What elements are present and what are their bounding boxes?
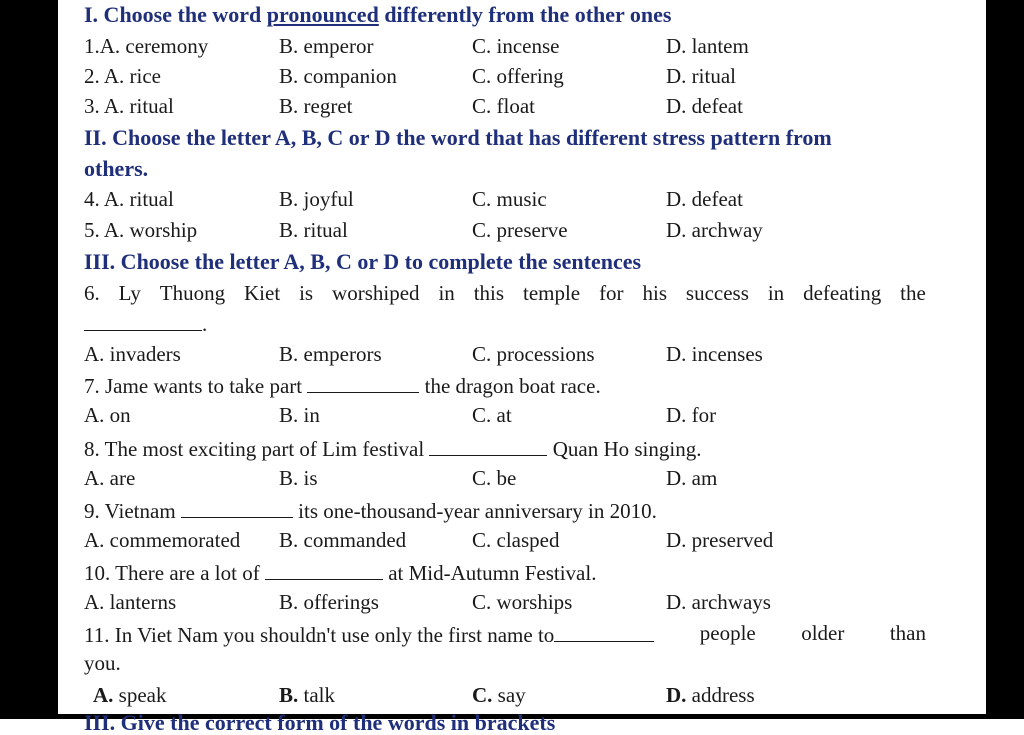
- option-d: D. for: [666, 403, 717, 427]
- option-d: D. incenses: [666, 342, 763, 366]
- word: Thuong: [159, 281, 226, 305]
- question-10-options: [0, 592, 1024, 616]
- option-a: 1.A. ceremony: [84, 34, 209, 58]
- option-b: B. emperor: [279, 34, 374, 58]
- question-row-3: [0, 96, 1024, 120]
- word: is: [299, 281, 314, 305]
- option-a: A. on: [84, 403, 131, 427]
- option-d: D. archway: [666, 218, 763, 242]
- word: Kiet: [244, 281, 281, 305]
- word: than: [889, 621, 926, 645]
- option-b: B. regret: [279, 94, 353, 118]
- question-row-1: [0, 36, 1024, 60]
- option-c: C. incense: [472, 34, 560, 58]
- question-11-options: [0, 685, 1024, 709]
- next-section-heading-cutoff: III. Give the correct form of the words in brackets: [84, 710, 556, 735]
- option-d: D. lantem: [666, 34, 749, 58]
- question-8-options: [0, 468, 1024, 492]
- answer-blank: [307, 374, 419, 393]
- option-b: B. in: [279, 403, 320, 427]
- option-c: C. offering: [472, 64, 564, 88]
- underlined-word: pronounced: [266, 2, 379, 27]
- question-11-line-1: 11. In Viet Nam you shouldn't use only the first name to people older than: [84, 621, 926, 647]
- question-7-options: [0, 405, 1024, 429]
- question-10: 10. There are a lot of at Mid-Autumn Festival.: [84, 561, 597, 585]
- option-b: B. ritual: [279, 218, 348, 242]
- option-c: C. preserve: [472, 218, 568, 242]
- question-row-4: [0, 189, 1024, 213]
- question-11-line-2: you.: [84, 651, 121, 675]
- word: success: [685, 281, 749, 305]
- question-6-line-1: [84, 283, 926, 304]
- option-d: D. ritual: [666, 64, 736, 88]
- section-2-heading-line-1: II. Choose the letter A, B, C or D the word that has different stress pattern from: [84, 125, 832, 150]
- option-a: 4. A. ritual: [84, 187, 174, 211]
- question-6-line-2: .: [84, 312, 207, 335]
- word: in: [438, 281, 455, 305]
- question-row-5: [0, 220, 1024, 244]
- word: this: [473, 281, 505, 305]
- option-c: C. at: [472, 403, 512, 427]
- answer-blank: [429, 437, 547, 456]
- option-b: B. talk: [279, 683, 336, 707]
- question-9: 9. Vietnam its one-thousand-year anniversary in 2010.: [84, 499, 657, 523]
- option-b: B. joyful: [279, 187, 354, 211]
- option-c: C. say: [472, 683, 526, 707]
- question-9-options: [0, 530, 1024, 554]
- section-2-heading-line-2: others.: [84, 156, 149, 181]
- option-b: B. offerings: [279, 590, 379, 614]
- word: temple: [522, 281, 581, 305]
- question-7: 7. Jame wants to take part the dragon boat race.: [84, 374, 601, 398]
- word: his: [642, 281, 667, 305]
- question-row-2: [0, 66, 1024, 90]
- question-8: 8. The most exciting part of Lim festival Quan Ho singing.: [84, 437, 702, 461]
- option-a: A. invaders: [84, 342, 181, 366]
- word: the: [900, 281, 926, 305]
- answer-blank: [554, 623, 654, 642]
- section-1-heading: I. Choose the word pronounced differently from the other ones: [84, 2, 672, 27]
- option-c: C. worships: [472, 590, 573, 614]
- word: for: [599, 281, 624, 305]
- option-b: B. is: [279, 466, 318, 490]
- option-a: 2. A. rice: [84, 64, 161, 88]
- word: worshiped: [332, 281, 420, 305]
- option-d: D. defeat: [666, 94, 743, 118]
- word: in: [767, 281, 785, 305]
- option-c: C. be: [472, 466, 517, 490]
- option-d: D. archways: [666, 590, 771, 614]
- answer-blank: [181, 499, 293, 518]
- option-c: C. clasped: [472, 528, 560, 552]
- option-b: B. companion: [279, 64, 397, 88]
- option-a: A. commemorated: [84, 528, 241, 552]
- word: people: [699, 621, 756, 645]
- answer-blank: [265, 561, 383, 580]
- word: defeating: [803, 281, 882, 305]
- word: 6.: [84, 281, 100, 305]
- word: older: [801, 621, 845, 645]
- option-a: 3. A. ritual: [84, 94, 174, 118]
- option-b: B. commanded: [279, 528, 407, 552]
- option-d: D. preserved: [666, 528, 774, 552]
- option-a: A. lanterns: [84, 590, 177, 614]
- option-d: D. address: [666, 683, 755, 707]
- option-d: D. defeat: [666, 187, 743, 211]
- option-a: 5. A. worship: [84, 218, 198, 242]
- option-c: C. music: [472, 187, 547, 211]
- option-a: A. speak: [93, 683, 167, 707]
- answer-blank: [84, 312, 202, 331]
- option-c: C. float: [472, 94, 535, 118]
- section-3-heading: III. Choose the letter A, B, C or D to complete the sentences: [84, 249, 642, 274]
- option-c: C. processions: [472, 342, 595, 366]
- question-6-options: [0, 344, 1024, 368]
- word: Ly: [118, 281, 141, 305]
- option-d: D. am: [666, 466, 718, 490]
- option-b: B. emperors: [279, 342, 382, 366]
- option-a: A. are: [84, 466, 136, 490]
